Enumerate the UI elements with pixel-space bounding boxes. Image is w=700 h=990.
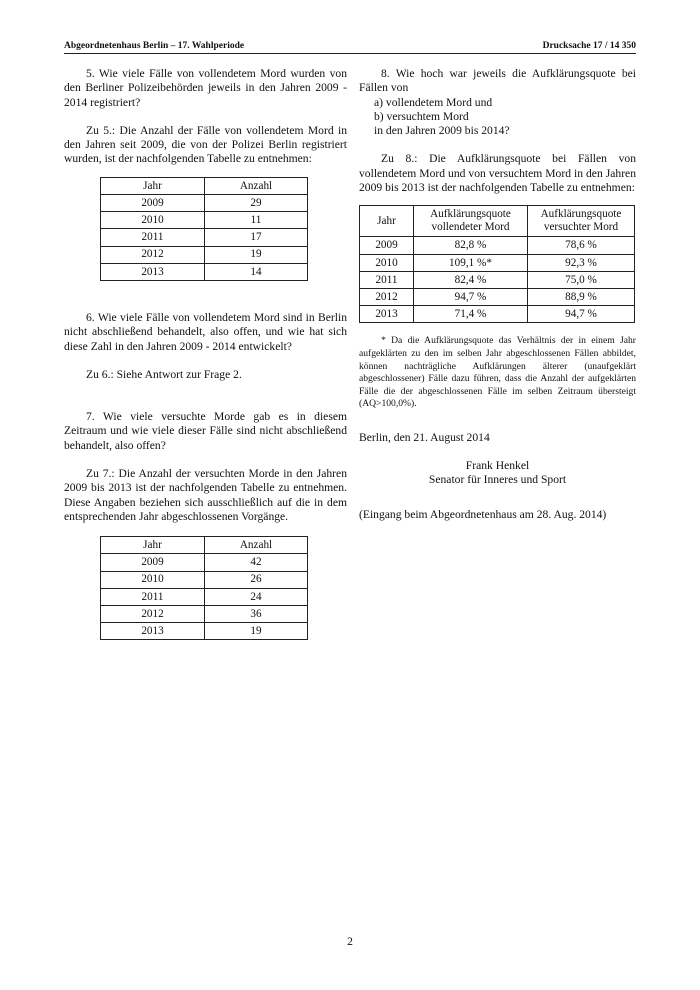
question-8-item-a: a) vollendetem Mord und — [374, 95, 493, 109]
table-row — [360, 306, 635, 323]
signer-name: Frank Henkel — [465, 459, 530, 473]
cell-year: 2012 — [101, 246, 205, 263]
answer-8: Zu 8.: Die Aufklärungsquote bei Fällen von vollendetem Mord und von versuchtem Mord in den Jahren 2009 bis 2013 ist der nachfolgenden Tabelle zu entnehmen: — [359, 152, 636, 195]
cell-year: 2009 — [101, 554, 205, 571]
left-column — [64, 67, 347, 640]
cell-count: 29 — [205, 194, 308, 211]
cell-count: 24 — [205, 588, 308, 605]
header-line: vollendeter Mord — [431, 221, 510, 234]
table-row — [101, 212, 308, 229]
table-row — [360, 254, 635, 271]
table-header-attempted-murder — [528, 206, 635, 237]
table-row — [101, 588, 308, 605]
table-row — [101, 571, 308, 588]
table-header-year: Jahr — [101, 177, 205, 194]
header-document-number: Drucksache 17 / 14 350 — [542, 41, 636, 51]
header-line: versuchter Mord — [543, 221, 619, 234]
cell-attempted: 88,9 % — [528, 288, 635, 305]
cell-year: 2010 — [101, 571, 205, 588]
header-line: Aufklärungsquote — [540, 208, 622, 221]
signer-title: Senator für Inneres und Sport — [428, 473, 567, 487]
answer-5: Zu 5.: Die Anzahl der Fälle von vollendetem Mord in den Jahren seit 2009, die von der Polizei Berlin registriert wurden, ist der nachfolgenden Tabelle zu entnehmen: — [64, 123, 347, 166]
table-row — [101, 194, 308, 211]
question-5: 5. Wie viele Fälle von vollendetem Mord wurden von den Berliner Polizeibehörden jeweils in den Jahren 2009 - 2014 registriert? — [64, 67, 347, 109]
cell-completed: 82,4 % — [414, 271, 528, 288]
question-8-item-b: b) versuchtem Mord — [374, 109, 469, 123]
table-murder-cases — [100, 177, 308, 281]
cell-count: 19 — [205, 246, 308, 263]
table-attempted-murders — [100, 536, 308, 640]
receipt-note: (Eingang beim Abgeordnetenhaus am 28. Aug. 2014) — [359, 507, 607, 521]
cell-completed: 71,4 % — [414, 306, 528, 323]
table-row — [360, 237, 635, 254]
footnote: * Da die Aufklärungsquote das Verhältnis der in einem Jahr aufgeklärten zu den im selben Jahr abgeschlossenen Fällen abbildet, können nachträgliche Aufklärungen älterer (unaufgeklärt abgeschlossener) Fälle dazu führen, dass die Anzahl der aufgeklärten Fälle die der abgeschlossenen Fälle im selben Zeitraum übersteigt (AQ>100,0%). — [359, 335, 636, 410]
question-6: 6. Wie viele Fälle von vollendetem Mord sind in Berlin nicht abschließend behandelt, also offen, und wie hat sich diese Zahl in den Jahren 2009 - 2014 entwickelt? — [64, 310, 347, 353]
table-header-count: Anzahl — [205, 537, 308, 554]
table-header-year: Jahr — [101, 537, 205, 554]
table-header-count: Anzahl — [205, 177, 308, 194]
cell-year: 2009 — [101, 194, 205, 211]
cell-attempted: 75,0 % — [528, 271, 635, 288]
table-clearance-rates — [359, 205, 635, 323]
table-row — [101, 605, 308, 622]
page-number: 2 — [347, 935, 353, 948]
table-row — [360, 271, 635, 288]
cell-year: 2013 — [360, 306, 414, 323]
page-header — [64, 39, 636, 54]
question-8: 8. Wie hoch war jeweils die Aufklärungsquote bei Fällen von — [359, 67, 636, 95]
table-row — [101, 554, 308, 571]
cell-completed: 109,1 %* — [414, 254, 528, 271]
cell-year: 2012 — [360, 288, 414, 305]
cell-year: 2013 — [101, 623, 205, 640]
cell-year: 2011 — [101, 588, 205, 605]
answer-6: Zu 6.: Siehe Antwort zur Frage 2. — [86, 367, 242, 381]
cell-year: 2010 — [101, 212, 205, 229]
table-header-year: Jahr — [360, 206, 414, 237]
cell-completed: 82,8 % — [414, 237, 528, 254]
cell-attempted: 78,6 % — [528, 237, 635, 254]
cell-year: 2009 — [360, 237, 414, 254]
table-row — [101, 263, 308, 280]
cell-count: 19 — [205, 623, 308, 640]
question-7: 7. Wie viele versuchte Morde gab es in diesem Zeitraum und wie viele dieser Fälle sind nicht abschließend behandelt, also offen? — [64, 410, 347, 452]
cell-year: 2013 — [101, 263, 205, 280]
place-and-date: Berlin, den 21. August 2014 — [359, 430, 490, 444]
table-row — [101, 229, 308, 246]
header-line: Aufklärungsquote — [430, 208, 511, 221]
right-column — [359, 67, 636, 522]
cell-count: 11 — [205, 212, 308, 229]
cell-count: 26 — [205, 571, 308, 588]
table-row — [101, 623, 308, 640]
cell-year: 2011 — [360, 271, 414, 288]
table-row — [101, 246, 308, 263]
header-parliament: Abgeordnetenhaus Berlin – 17. Wahlperiode — [64, 41, 245, 51]
cell-count: 14 — [205, 263, 308, 280]
cell-count: 42 — [205, 554, 308, 571]
cell-count: 36 — [205, 605, 308, 622]
cell-completed: 94,7 % — [414, 288, 528, 305]
table-header-completed-murder — [414, 206, 528, 237]
cell-year: 2010 — [360, 254, 414, 271]
cell-year: 2012 — [101, 605, 205, 622]
question-8-period: in den Jahren 2009 bis 2014? — [374, 124, 510, 138]
cell-count: 17 — [205, 229, 308, 246]
cell-year: 2011 — [101, 229, 205, 246]
table-row — [360, 288, 635, 305]
cell-attempted: 94,7 % — [528, 306, 635, 323]
cell-attempted: 92,3 % — [528, 254, 635, 271]
answer-7: Zu 7.: Die Anzahl der versuchten Morde in den Jahren 2009 bis 2013 ist der nachfolgenden Tabelle zu entnehmen. Diese Angaben beziehen sich ausschließlich auf die in dem entsprechenden Jahr abgeschlossenen Vorgänge. — [64, 466, 347, 523]
